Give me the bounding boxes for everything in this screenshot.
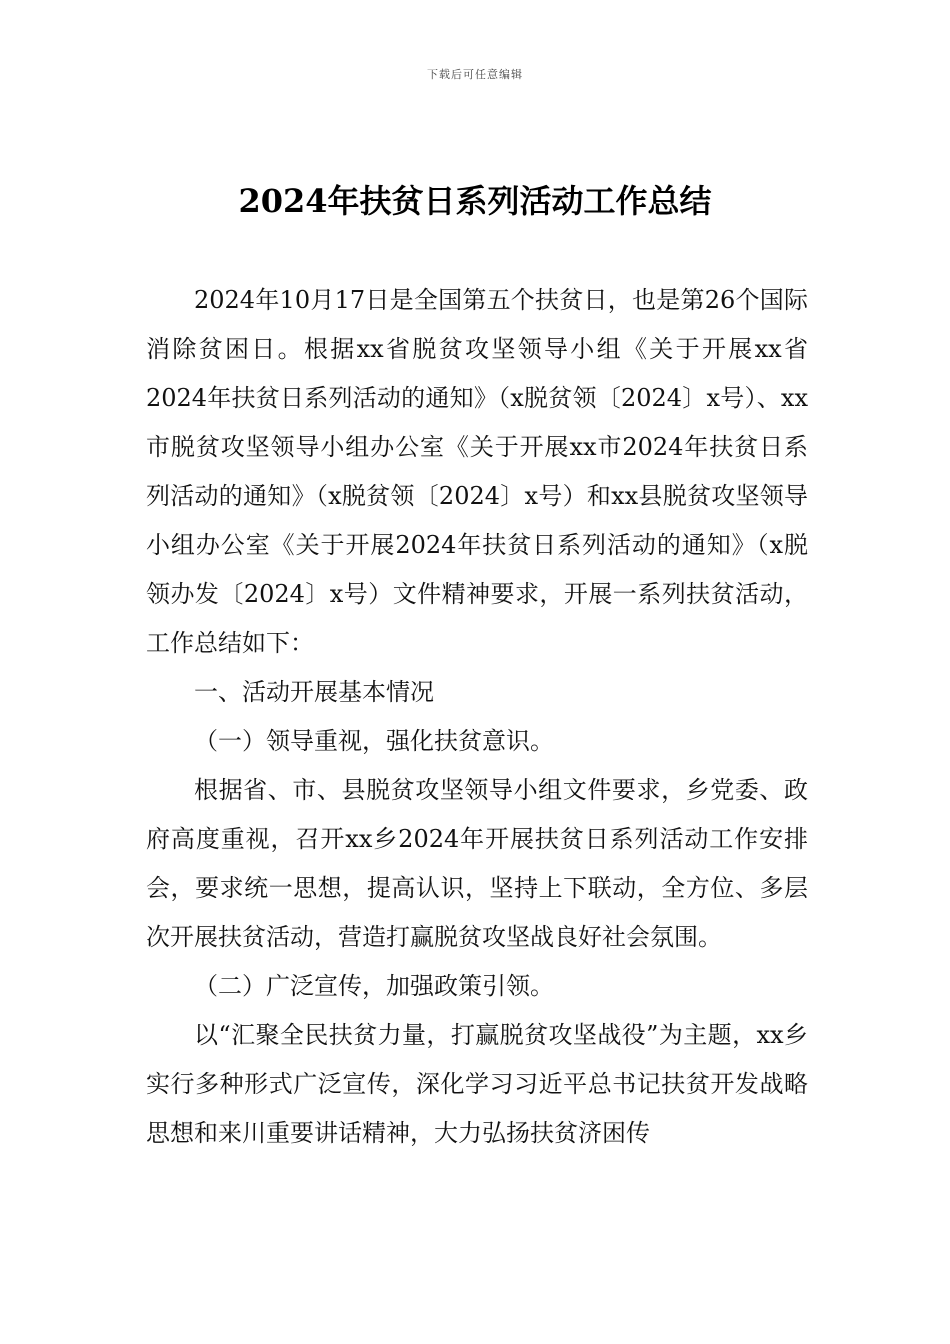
document-title: 2024年扶贫日系列活动工作总结 xyxy=(238,182,712,220)
subsection-heading-1: （一）领导重视，强化扶贫意识。 xyxy=(194,727,554,755)
page-header-note: 下载后可任意编辑 xyxy=(427,68,523,81)
paragraph-intro: 2024年10月17日是全国第五个扶贫日，也是第26个国际消除贫困日。根据xx省脱贫攻坚领导小组《关于开展xx省2024年扶贫日系列活动的通知》（x脱贫领〔2024〕x号）、xx市脱贫攻坚领导小组办公室《关于开展xx市2024年扶贫日系列活动的通知》（x脱贫领〔2024〕x号）和xx县脱贫攻坚领导小组办公室《关于开展2024年扶贫日系列活动的通知》（x脱领办发〔2024〕x号）文件精神要求，开展一系列扶贫活动，工作总结如下： xyxy=(146,286,808,657)
paragraph-leadership: 根据省、市、县脱贫攻坚领导小组文件要求，乡党委、政府高度重视，召开xx乡2024年开展扶贫日系列活动工作安排会，要求统一思想，提高认识，坚持上下联动，全方位、多层次开展扶贫活动，营造打赢脱贫攻坚战良好社会氛围。 xyxy=(146,776,808,951)
document-body xyxy=(146,276,808,1158)
section-heading-1: 一、活动开展基本情况 xyxy=(194,678,434,706)
subsection-heading-2: （二）广泛宣传，加强政策引领。 xyxy=(194,972,554,1000)
paragraph-publicity: 以“汇聚全民扶贫力量，打赢脱贫攻坚战役”为主题，xx乡实行多种形式广泛宣传，深化学习习近平总书记扶贫开发战略思想和来川重要讲话精神，大力弘扬扶贫济困传 xyxy=(146,1021,808,1147)
